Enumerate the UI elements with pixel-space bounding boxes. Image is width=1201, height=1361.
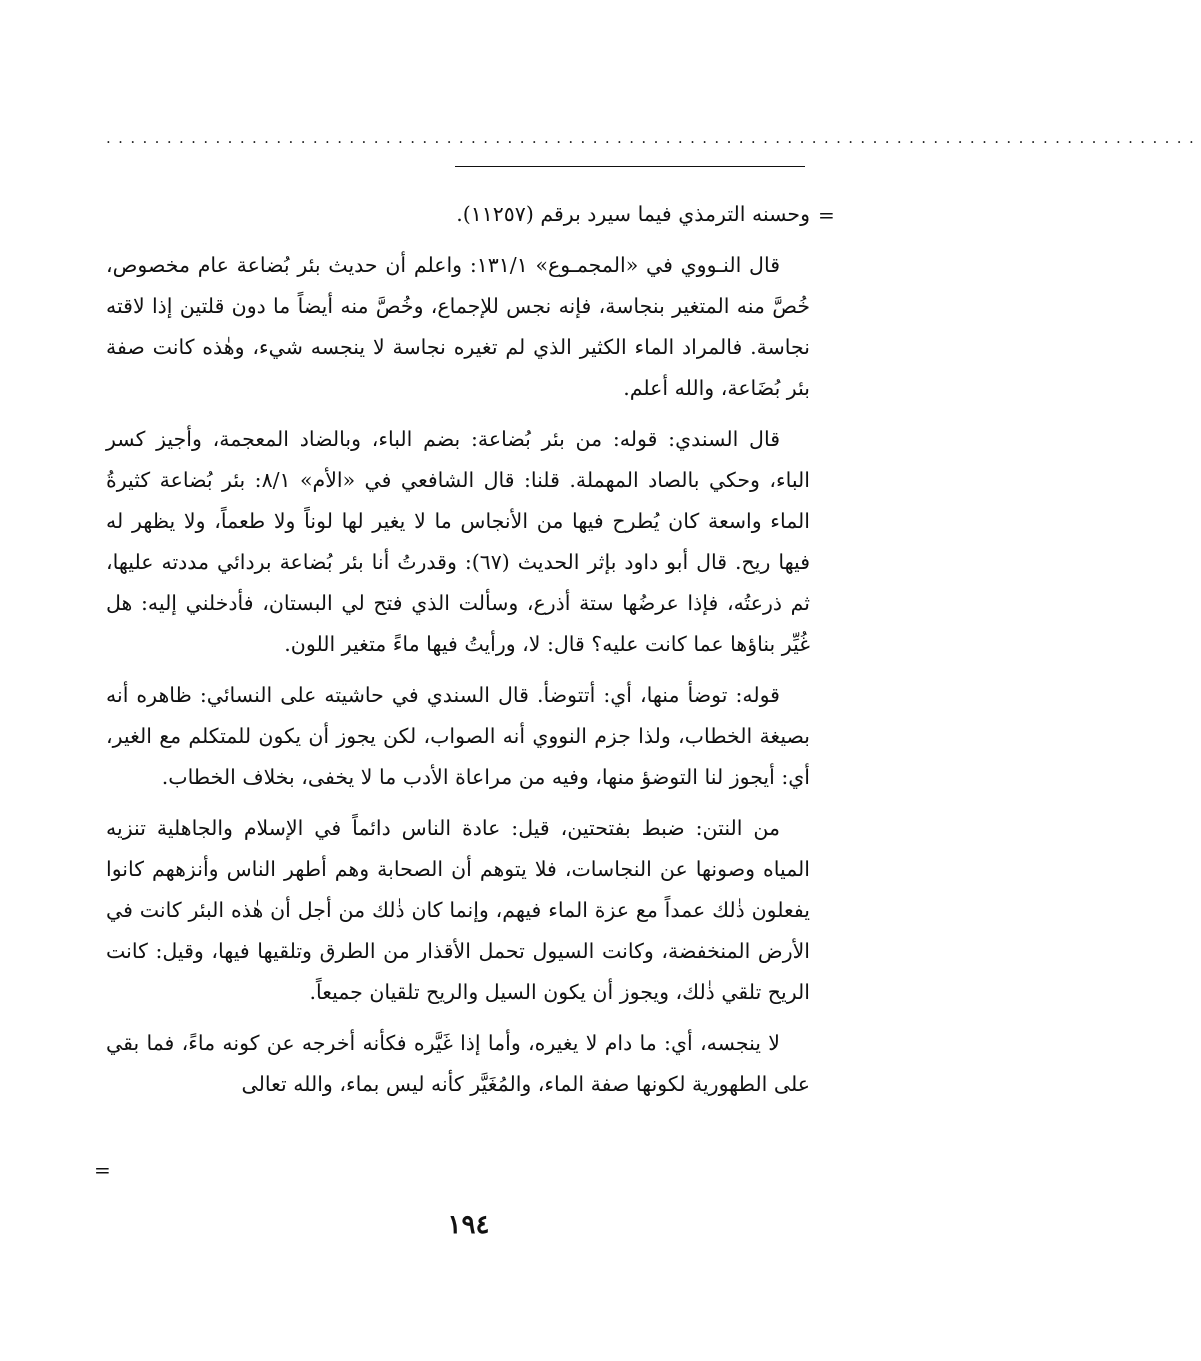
continuation-mark-start: = — [818, 203, 835, 227]
footnote-paragraph: وحسنه الترمذي فيما سيرد برقم (١١٢٥٧). — [456, 202, 810, 226]
footnote-paragraph: من النتن: ضبط بفتحتين، قيل: عادة الناس دائماً في الإسلام والجاهلية تنزيه المياه وصونها عن النجاسات، فلا يتوهم أن الصحابة وهم أطهر الناس وأنزههم كانوا يفعلون ذٰلك عمداً مع عزة الماء فيهم، وإنما كان ذٰلك من أجل أن هٰذه البئر كانت في الأرض المنخفضة، وكانت السيول تحمل الأقذار من الطرق وتلقيها فيها، وقيل: كانت الريح تلقي ذٰلك، ويجوز أن يكون السيل والريح تلقيان جميعاً. — [106, 816, 811, 1004]
footnote-paragraph: قوله: توضأ منها، أي: أتتوضأ. قال السندي في حاشيته على النسائي: ظاهره أنه بصيغة الخطاب، ولذا جزم النووي أنه الصواب، لكن يجوز أن يكون للمتكلم مع الغير، أي: أيجوز لنا التوضؤ منها، وفيه من مراعاة الأدب ما لا يخفى، بخلاف الخطاب. — [106, 683, 810, 789]
footnote-paragraph: قال النـووي في «المجمـوع» ١٣١/١: واعلم أن حديث بئر بُضاعة عام مخصوص، خُصَّ منه المتغير بنجاسة، فإنه نجس للإجماع، وخُصَّ منه أيضاً ما دون قلتين إذا لاقته نجاسة. فالمراد الماء الكثير الذي لم تغيره نجاسة لا ينجسه شيء، وهٰذه كانت صفة بئر بُضَاعة، والله أعلم. — [106, 253, 810, 400]
continuation-mark-end: = — [94, 1158, 111, 1182]
page-number: ١٩٤ — [447, 1210, 490, 1240]
footnote-rule — [455, 166, 805, 167]
footnote-paragraph: لا ينجسه، أي: ما دام لا يغيره، وأما إذا غَيَّره فكأنه أخرجه عن كونه ماءً، فما بقي على الطهورية لكونها صفة الماء، والمُغَيَّر كأنه ليس بماء، والله تعالى — [106, 1031, 810, 1096]
footnote-body — [106, 194, 810, 1115]
dotted-separator: .......................................................................................... — [106, 129, 1201, 147]
footnote-paragraph: قال السندي: قوله: من بئر بُضاعة: بضم الباء، وبالضاد المعجمة، وأجيز كسر الباء، وحكي بالصاد المهملة. قلنا: قال الشافعي في «الأم» ٨/١: بئر بُضاعة كثيرةُ الماء واسعة كان يُطرح فيها من الأنجاس ما لا يغير لها لوناً ولا طعماً، ولا يظهر له فيها ريح. قال أبو داود بإثر الحديث (٦٧): وقدرتُ أنا بئر بُضاعة بردائي مددته عليها، ثم ذرعتُه، فإذا عرضُها ستة أذرع، وسألت الذي فتح لي البستان، فأدخلني إليه: هل غُيِّر بناؤها عما كانت عليه؟ قال: لا، ورأيتُ فيها ماءً متغير اللون. — [106, 427, 810, 656]
